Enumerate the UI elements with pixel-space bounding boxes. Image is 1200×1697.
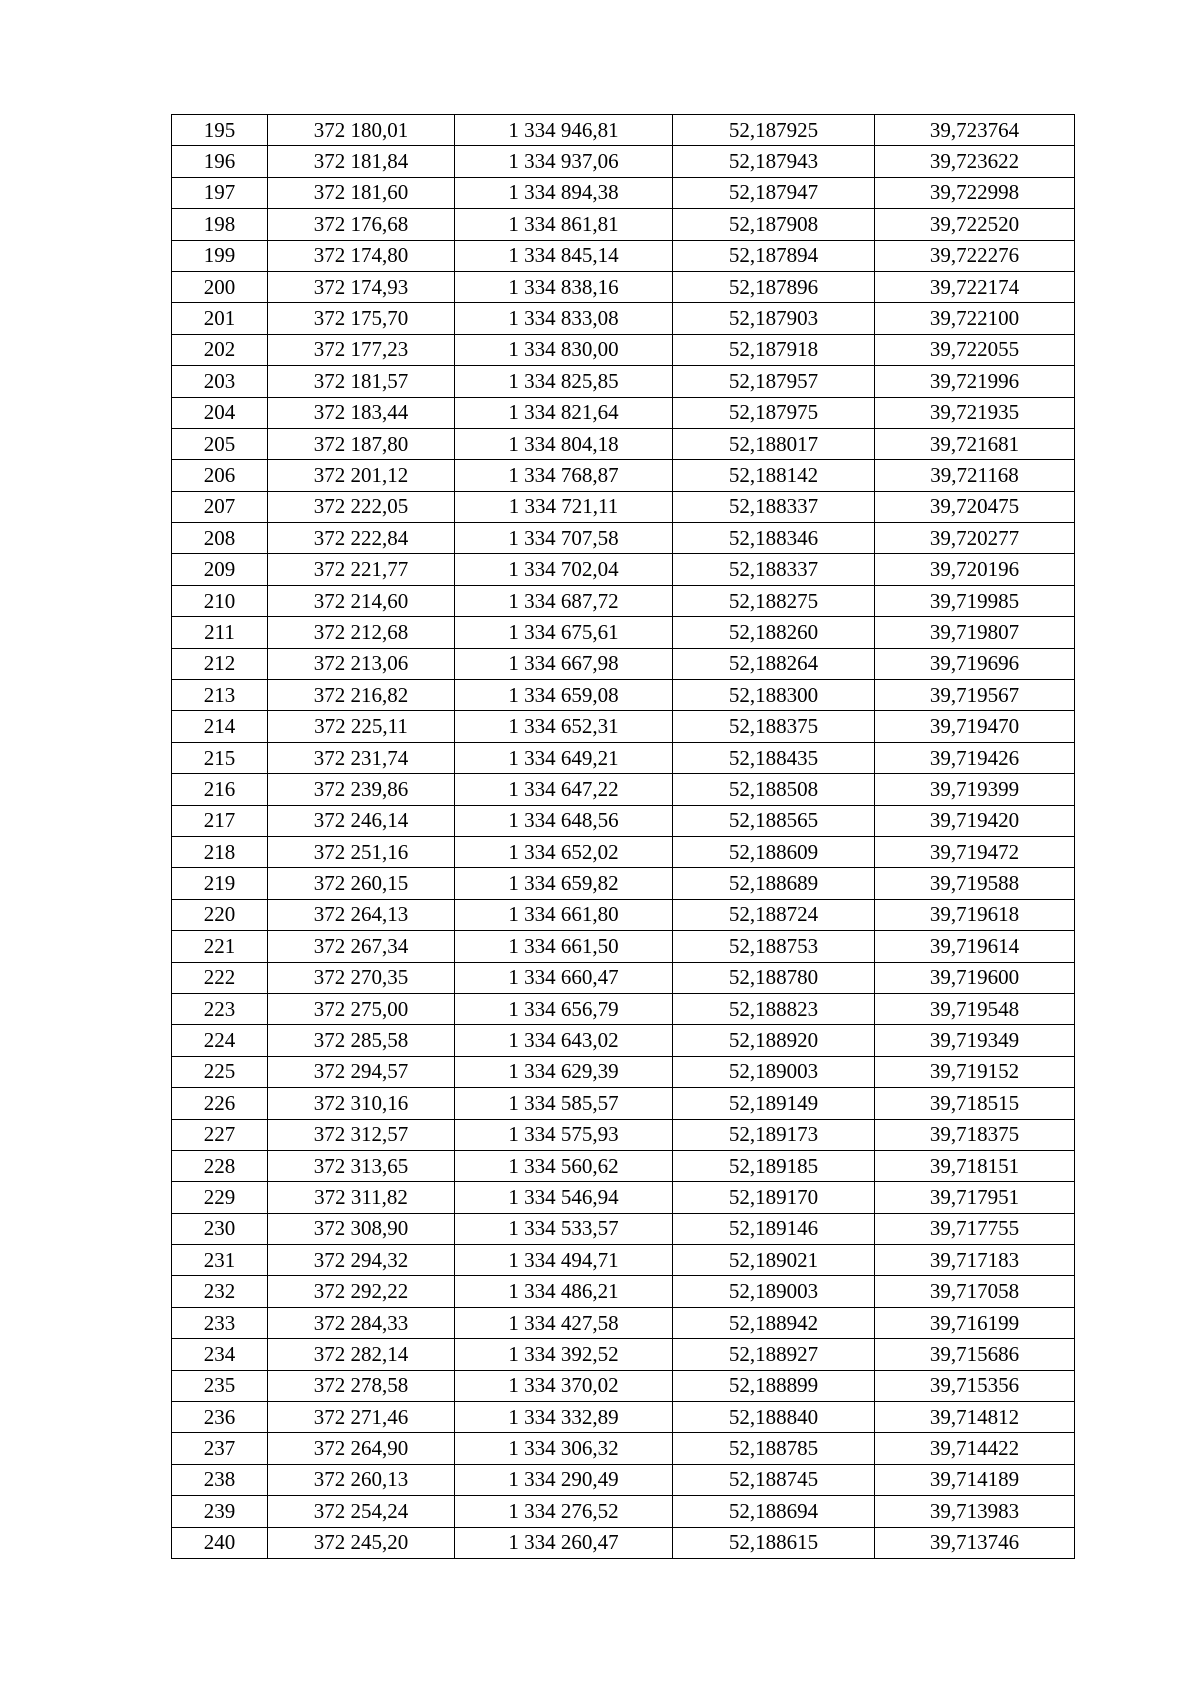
y-coordinate-cell: 1 334 660,47	[455, 962, 673, 993]
point-number-cell: 214	[172, 711, 268, 742]
x-coordinate-cell: 372 285,58	[268, 1025, 455, 1056]
latitude-cell: 52,188260	[673, 617, 875, 648]
point-number-cell: 201	[172, 303, 268, 334]
x-coordinate-cell: 372 245,20	[268, 1527, 455, 1558]
y-coordinate-cell: 1 334 649,21	[455, 742, 673, 773]
latitude-cell: 52,188694	[673, 1496, 875, 1527]
x-coordinate-cell: 372 292,22	[268, 1276, 455, 1307]
longitude-cell: 39,722998	[875, 177, 1075, 208]
latitude-cell: 52,188745	[673, 1464, 875, 1495]
longitude-cell: 39,719548	[875, 993, 1075, 1024]
table-row	[172, 460, 1075, 491]
latitude-cell: 52,188337	[673, 491, 875, 522]
point-number-cell: 202	[172, 334, 268, 365]
latitude-cell: 52,188300	[673, 680, 875, 711]
x-coordinate-cell: 372 212,68	[268, 617, 455, 648]
latitude-cell: 52,188508	[673, 774, 875, 805]
point-number-cell: 204	[172, 397, 268, 428]
x-coordinate-cell: 372 260,15	[268, 868, 455, 899]
x-coordinate-cell: 372 214,60	[268, 585, 455, 616]
table-row	[172, 1056, 1075, 1087]
longitude-cell: 39,719588	[875, 868, 1075, 899]
longitude-cell: 39,719399	[875, 774, 1075, 805]
latitude-cell: 52,188753	[673, 931, 875, 962]
table-row	[172, 271, 1075, 302]
table-row	[172, 617, 1075, 648]
table-row	[172, 240, 1075, 271]
latitude-cell: 52,188264	[673, 648, 875, 679]
y-coordinate-cell: 1 334 833,08	[455, 303, 673, 334]
x-coordinate-cell: 372 176,68	[268, 209, 455, 240]
x-coordinate-cell: 372 174,93	[268, 271, 455, 302]
latitude-cell: 52,188689	[673, 868, 875, 899]
point-number-cell: 209	[172, 554, 268, 585]
table-row	[172, 1464, 1075, 1495]
point-number-cell: 200	[172, 271, 268, 302]
y-coordinate-cell: 1 334 643,02	[455, 1025, 673, 1056]
latitude-cell: 52,189170	[673, 1182, 875, 1213]
longitude-cell: 39,722174	[875, 271, 1075, 302]
longitude-cell: 39,721681	[875, 428, 1075, 459]
coordinates-table	[171, 114, 1075, 1559]
y-coordinate-cell: 1 334 486,21	[455, 1276, 673, 1307]
y-coordinate-cell: 1 334 659,82	[455, 868, 673, 899]
y-coordinate-cell: 1 334 656,79	[455, 993, 673, 1024]
longitude-cell: 39,723764	[875, 115, 1075, 146]
table-row	[172, 899, 1075, 930]
latitude-cell: 52,187975	[673, 397, 875, 428]
point-number-cell: 228	[172, 1150, 268, 1181]
x-coordinate-cell: 372 251,16	[268, 836, 455, 867]
y-coordinate-cell: 1 334 648,56	[455, 805, 673, 836]
latitude-cell: 52,189003	[673, 1276, 875, 1307]
y-coordinate-cell: 1 334 894,38	[455, 177, 673, 208]
point-number-cell: 237	[172, 1433, 268, 1464]
longitude-cell: 39,722520	[875, 209, 1075, 240]
point-number-cell: 240	[172, 1527, 268, 1558]
point-number-cell: 207	[172, 491, 268, 522]
point-number-cell: 198	[172, 209, 268, 240]
longitude-cell: 39,713983	[875, 1496, 1075, 1527]
table-row	[172, 115, 1075, 146]
latitude-cell: 52,188346	[673, 523, 875, 554]
longitude-cell: 39,715686	[875, 1339, 1075, 1370]
longitude-cell: 39,717951	[875, 1182, 1075, 1213]
longitude-cell: 39,715356	[875, 1370, 1075, 1401]
y-coordinate-cell: 1 334 661,80	[455, 899, 673, 930]
y-coordinate-cell: 1 334 825,85	[455, 366, 673, 397]
y-coordinate-cell: 1 334 494,71	[455, 1245, 673, 1276]
point-number-cell: 212	[172, 648, 268, 679]
table-row	[172, 1245, 1075, 1276]
point-number-cell: 233	[172, 1307, 268, 1338]
table-row	[172, 585, 1075, 616]
point-number-cell: 235	[172, 1370, 268, 1401]
table-row	[172, 366, 1075, 397]
latitude-cell: 52,188780	[673, 962, 875, 993]
point-number-cell: 208	[172, 523, 268, 554]
x-coordinate-cell: 372 308,90	[268, 1213, 455, 1244]
latitude-cell: 52,189021	[673, 1245, 875, 1276]
y-coordinate-cell: 1 334 652,02	[455, 836, 673, 867]
longitude-cell: 39,714812	[875, 1402, 1075, 1433]
longitude-cell: 39,718515	[875, 1088, 1075, 1119]
x-coordinate-cell: 372 225,11	[268, 711, 455, 742]
point-number-cell: 221	[172, 931, 268, 962]
table-row	[172, 523, 1075, 554]
x-coordinate-cell: 372 222,05	[268, 491, 455, 522]
longitude-cell: 39,714422	[875, 1433, 1075, 1464]
latitude-cell: 52,187908	[673, 209, 875, 240]
point-number-cell: 227	[172, 1119, 268, 1150]
point-number-cell: 205	[172, 428, 268, 459]
x-coordinate-cell: 372 313,65	[268, 1150, 455, 1181]
latitude-cell: 52,188899	[673, 1370, 875, 1401]
longitude-cell: 39,719426	[875, 742, 1075, 773]
latitude-cell: 52,188615	[673, 1527, 875, 1558]
point-number-cell: 220	[172, 899, 268, 930]
y-coordinate-cell: 1 334 546,94	[455, 1182, 673, 1213]
point-number-cell: 199	[172, 240, 268, 271]
longitude-cell: 39,713746	[875, 1527, 1075, 1558]
x-coordinate-cell: 372 177,23	[268, 334, 455, 365]
longitude-cell: 39,714189	[875, 1464, 1075, 1495]
longitude-cell: 39,719985	[875, 585, 1075, 616]
table-row	[172, 177, 1075, 208]
point-number-cell: 196	[172, 146, 268, 177]
y-coordinate-cell: 1 334 560,62	[455, 1150, 673, 1181]
latitude-cell: 52,188724	[673, 899, 875, 930]
y-coordinate-cell: 1 334 276,52	[455, 1496, 673, 1527]
latitude-cell: 52,189149	[673, 1088, 875, 1119]
x-coordinate-cell: 372 183,44	[268, 397, 455, 428]
longitude-cell: 39,718151	[875, 1150, 1075, 1181]
x-coordinate-cell: 372 260,13	[268, 1464, 455, 1495]
table-row	[172, 1307, 1075, 1338]
latitude-cell: 52,188920	[673, 1025, 875, 1056]
latitude-cell: 52,188785	[673, 1433, 875, 1464]
point-number-cell: 229	[172, 1182, 268, 1213]
point-number-cell: 211	[172, 617, 268, 648]
x-coordinate-cell: 372 246,14	[268, 805, 455, 836]
table-row	[172, 931, 1075, 962]
point-number-cell: 234	[172, 1339, 268, 1370]
latitude-cell: 52,188275	[673, 585, 875, 616]
point-number-cell: 195	[172, 115, 268, 146]
x-coordinate-cell: 372 187,80	[268, 428, 455, 459]
y-coordinate-cell: 1 334 332,89	[455, 1402, 673, 1433]
latitude-cell: 52,188840	[673, 1402, 875, 1433]
table-row	[172, 1150, 1075, 1181]
y-coordinate-cell: 1 334 804,18	[455, 428, 673, 459]
x-coordinate-cell: 372 267,34	[268, 931, 455, 962]
x-coordinate-cell: 372 201,12	[268, 460, 455, 491]
y-coordinate-cell: 1 334 370,02	[455, 1370, 673, 1401]
longitude-cell: 39,719152	[875, 1056, 1075, 1087]
x-coordinate-cell: 372 311,82	[268, 1182, 455, 1213]
point-number-cell: 230	[172, 1213, 268, 1244]
table-row	[172, 146, 1075, 177]
table-row	[172, 397, 1075, 428]
longitude-cell: 39,720475	[875, 491, 1075, 522]
point-number-cell: 206	[172, 460, 268, 491]
point-number-cell: 224	[172, 1025, 268, 1056]
latitude-cell: 52,189173	[673, 1119, 875, 1150]
y-coordinate-cell: 1 334 659,08	[455, 680, 673, 711]
point-number-cell: 231	[172, 1245, 268, 1276]
point-number-cell: 238	[172, 1464, 268, 1495]
longitude-cell: 39,716199	[875, 1307, 1075, 1338]
y-coordinate-cell: 1 334 667,98	[455, 648, 673, 679]
x-coordinate-cell: 372 312,57	[268, 1119, 455, 1150]
x-coordinate-cell: 372 264,13	[268, 899, 455, 930]
point-number-cell: 236	[172, 1402, 268, 1433]
table-row	[172, 1433, 1075, 1464]
y-coordinate-cell: 1 334 661,50	[455, 931, 673, 962]
latitude-cell: 52,189185	[673, 1150, 875, 1181]
table-row	[172, 711, 1075, 742]
latitude-cell: 52,188823	[673, 993, 875, 1024]
x-coordinate-cell: 372 174,80	[268, 240, 455, 271]
point-number-cell: 197	[172, 177, 268, 208]
table-row	[172, 836, 1075, 867]
x-coordinate-cell: 372 284,33	[268, 1307, 455, 1338]
y-coordinate-cell: 1 334 306,32	[455, 1433, 673, 1464]
point-number-cell: 223	[172, 993, 268, 1024]
point-number-cell: 215	[172, 742, 268, 773]
table-row	[172, 1370, 1075, 1401]
x-coordinate-cell: 372 231,74	[268, 742, 455, 773]
table-row	[172, 334, 1075, 365]
y-coordinate-cell: 1 334 707,58	[455, 523, 673, 554]
table-row	[172, 303, 1075, 334]
table-row	[172, 428, 1075, 459]
point-number-cell: 222	[172, 962, 268, 993]
y-coordinate-cell: 1 334 392,52	[455, 1339, 673, 1370]
y-coordinate-cell: 1 334 290,49	[455, 1464, 673, 1495]
latitude-cell: 52,188017	[673, 428, 875, 459]
table-row	[172, 1182, 1075, 1213]
y-coordinate-cell: 1 334 533,57	[455, 1213, 673, 1244]
latitude-cell: 52,187894	[673, 240, 875, 271]
table-row	[172, 209, 1075, 240]
latitude-cell: 52,189003	[673, 1056, 875, 1087]
x-coordinate-cell: 372 294,32	[268, 1245, 455, 1276]
longitude-cell: 39,721935	[875, 397, 1075, 428]
x-coordinate-cell: 372 270,35	[268, 962, 455, 993]
latitude-cell: 52,189146	[673, 1213, 875, 1244]
table-row	[172, 993, 1075, 1024]
table-row	[172, 1088, 1075, 1119]
point-number-cell: 210	[172, 585, 268, 616]
x-coordinate-cell: 372 254,24	[268, 1496, 455, 1527]
longitude-cell: 39,722055	[875, 334, 1075, 365]
latitude-cell: 52,188142	[673, 460, 875, 491]
latitude-cell: 52,187896	[673, 271, 875, 302]
table-row	[172, 1527, 1075, 1558]
x-coordinate-cell: 372 221,77	[268, 554, 455, 585]
longitude-cell: 39,717058	[875, 1276, 1075, 1307]
x-coordinate-cell: 372 216,82	[268, 680, 455, 711]
table-row	[172, 1276, 1075, 1307]
y-coordinate-cell: 1 334 937,06	[455, 146, 673, 177]
x-coordinate-cell: 372 181,84	[268, 146, 455, 177]
y-coordinate-cell: 1 334 629,39	[455, 1056, 673, 1087]
x-coordinate-cell: 372 271,46	[268, 1402, 455, 1433]
longitude-cell: 39,719349	[875, 1025, 1075, 1056]
longitude-cell: 39,723622	[875, 146, 1075, 177]
longitude-cell: 39,719807	[875, 617, 1075, 648]
longitude-cell: 39,719614	[875, 931, 1075, 962]
x-coordinate-cell: 372 181,60	[268, 177, 455, 208]
table-row	[172, 1119, 1075, 1150]
longitude-cell: 39,717755	[875, 1213, 1075, 1244]
longitude-cell: 39,719618	[875, 899, 1075, 930]
table-row	[172, 962, 1075, 993]
coordinates-table-body	[172, 115, 1075, 1559]
x-coordinate-cell: 372 181,57	[268, 366, 455, 397]
longitude-cell: 39,718375	[875, 1119, 1075, 1150]
longitude-cell: 39,722100	[875, 303, 1075, 334]
latitude-cell: 52,187903	[673, 303, 875, 334]
x-coordinate-cell: 372 310,16	[268, 1088, 455, 1119]
longitude-cell: 39,721996	[875, 366, 1075, 397]
latitude-cell: 52,187925	[673, 115, 875, 146]
point-number-cell: 203	[172, 366, 268, 397]
point-number-cell: 217	[172, 805, 268, 836]
y-coordinate-cell: 1 334 585,57	[455, 1088, 673, 1119]
x-coordinate-cell: 372 294,57	[268, 1056, 455, 1087]
latitude-cell: 52,187943	[673, 146, 875, 177]
longitude-cell: 39,721168	[875, 460, 1075, 491]
y-coordinate-cell: 1 334 260,47	[455, 1527, 673, 1558]
point-number-cell: 225	[172, 1056, 268, 1087]
table-row	[172, 742, 1075, 773]
longitude-cell: 39,719470	[875, 711, 1075, 742]
latitude-cell: 52,187957	[673, 366, 875, 397]
y-coordinate-cell: 1 334 702,04	[455, 554, 673, 585]
table-row	[172, 554, 1075, 585]
latitude-cell: 52,187947	[673, 177, 875, 208]
x-coordinate-cell: 372 222,84	[268, 523, 455, 554]
latitude-cell: 52,188609	[673, 836, 875, 867]
longitude-cell: 39,717183	[875, 1245, 1075, 1276]
point-number-cell: 239	[172, 1496, 268, 1527]
table-row	[172, 1213, 1075, 1244]
latitude-cell: 52,188337	[673, 554, 875, 585]
table-row	[172, 868, 1075, 899]
point-number-cell: 216	[172, 774, 268, 805]
y-coordinate-cell: 1 334 861,81	[455, 209, 673, 240]
y-coordinate-cell: 1 334 845,14	[455, 240, 673, 271]
y-coordinate-cell: 1 334 838,16	[455, 271, 673, 302]
x-coordinate-cell: 372 239,86	[268, 774, 455, 805]
latitude-cell: 52,188565	[673, 805, 875, 836]
longitude-cell: 39,719420	[875, 805, 1075, 836]
table-row	[172, 648, 1075, 679]
y-coordinate-cell: 1 334 575,93	[455, 1119, 673, 1150]
y-coordinate-cell: 1 334 721,11	[455, 491, 673, 522]
table-row	[172, 1025, 1075, 1056]
x-coordinate-cell: 372 275,00	[268, 993, 455, 1024]
table-row	[172, 774, 1075, 805]
point-number-cell: 219	[172, 868, 268, 899]
x-coordinate-cell: 372 278,58	[268, 1370, 455, 1401]
y-coordinate-cell: 1 334 821,64	[455, 397, 673, 428]
latitude-cell: 52,187918	[673, 334, 875, 365]
x-coordinate-cell: 372 282,14	[268, 1339, 455, 1370]
longitude-cell: 39,720277	[875, 523, 1075, 554]
latitude-cell: 52,188942	[673, 1307, 875, 1338]
table-row	[172, 1339, 1075, 1370]
table-row	[172, 1402, 1075, 1433]
x-coordinate-cell: 372 175,70	[268, 303, 455, 334]
latitude-cell: 52,188435	[673, 742, 875, 773]
longitude-cell: 39,720196	[875, 554, 1075, 585]
table-row	[172, 491, 1075, 522]
y-coordinate-cell: 1 334 647,22	[455, 774, 673, 805]
longitude-cell: 39,722276	[875, 240, 1075, 271]
point-number-cell: 213	[172, 680, 268, 711]
y-coordinate-cell: 1 334 427,58	[455, 1307, 673, 1338]
table-row	[172, 1496, 1075, 1527]
point-number-cell: 232	[172, 1276, 268, 1307]
y-coordinate-cell: 1 334 687,72	[455, 585, 673, 616]
x-coordinate-cell: 372 264,90	[268, 1433, 455, 1464]
point-number-cell: 226	[172, 1088, 268, 1119]
table-row	[172, 680, 1075, 711]
longitude-cell: 39,719472	[875, 836, 1075, 867]
longitude-cell: 39,719696	[875, 648, 1075, 679]
y-coordinate-cell: 1 334 946,81	[455, 115, 673, 146]
y-coordinate-cell: 1 334 768,87	[455, 460, 673, 491]
y-coordinate-cell: 1 334 830,00	[455, 334, 673, 365]
longitude-cell: 39,719567	[875, 680, 1075, 711]
y-coordinate-cell: 1 334 652,31	[455, 711, 673, 742]
x-coordinate-cell: 372 180,01	[268, 115, 455, 146]
latitude-cell: 52,188375	[673, 711, 875, 742]
y-coordinate-cell: 1 334 675,61	[455, 617, 673, 648]
table-row	[172, 805, 1075, 836]
latitude-cell: 52,188927	[673, 1339, 875, 1370]
point-number-cell: 218	[172, 836, 268, 867]
x-coordinate-cell: 372 213,06	[268, 648, 455, 679]
longitude-cell: 39,719600	[875, 962, 1075, 993]
